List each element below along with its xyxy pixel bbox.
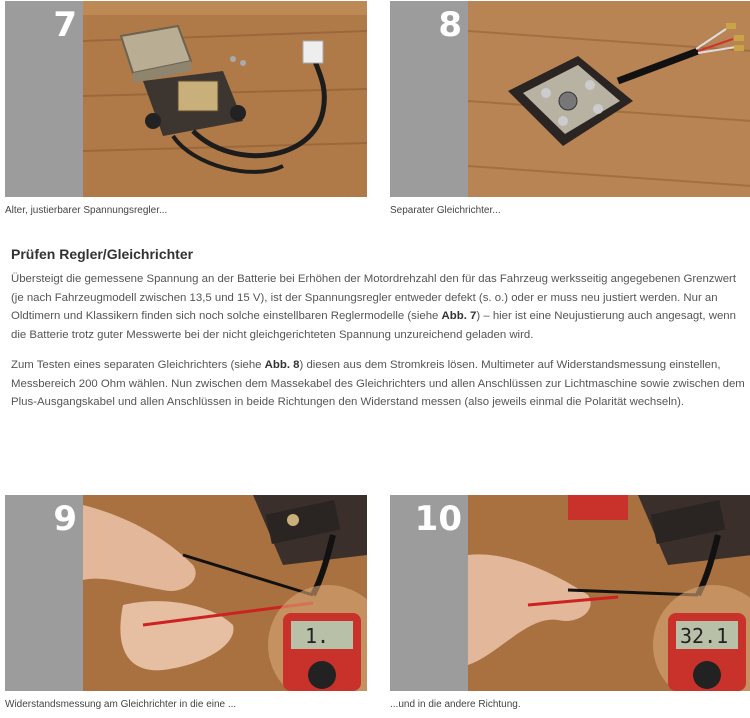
- article-title: Prüfen Regler/Gleichrichter: [11, 246, 194, 262]
- figure-number: 7: [53, 5, 77, 45]
- figure-7: [5, 1, 367, 217]
- figure-number-panel: [5, 495, 83, 691]
- figure-caption: ...und in die andere Richtung.: [390, 699, 521, 710]
- figure-number: 9: [53, 499, 77, 539]
- multimeter-display: 32.1: [680, 624, 729, 648]
- figure-number-panel: [390, 1, 468, 197]
- resistance-measurement-photo: [83, 495, 367, 691]
- figure-caption: Separater Gleichrichter...: [390, 205, 501, 216]
- figure-caption: Alter, justierbarer Spannungsregler...: [5, 205, 168, 216]
- old-voltage-regulator-photo: [83, 1, 367, 197]
- figure-number-panel: [390, 495, 468, 691]
- figure-reference: Abb. 8: [264, 359, 300, 371]
- figure-reference: Abb. 7: [441, 310, 477, 322]
- figure-number: 8: [438, 5, 462, 45]
- figure-10: [390, 495, 750, 711]
- article-paragraph-1: Übersteigt die gemessene Spannung an der Batterie bei Erhöhen der Motordrehzahl den für das Fahrzeug werksseitig angegebenen Grenzwert (je nach Fahrzeugmodell zwischen 13,5 und 15 V), ist der Spannungsregler entweder defekt (s. o.) oder er muss neu justiert werden. Nur an Oldtimern und Klassikern finden sich noch solche einstellbaren Reglermodelle (siehe Abb. 7) – hier ist eine Neujustierung auch angesagt, wenn die Batterie trotz guter Messwerte bei der nicht gleichgerichteten Spannung unzureichend geladen wird.: [11, 273, 737, 341]
- separate-rectifier-photo: [468, 1, 750, 197]
- article-paragraph-2: Zum Testen eines separaten Gleichrichters (siehe Abb. 8) diesen aus dem Stromkreis lösen. Multimeter auf Widerstandsmessung einstellen, Messbereich 200 Ohm wählen. Nun zwischen dem Massekabel des Gleichrichters und allen Anschlüssen zur Lichtmaschine sowie zwischen dem Plus-Ausgangskabel und allen Anschlüssen in beide Richtungen den Widerstand messen (also jeweils einmal die Polarität wechseln).: [11, 359, 745, 408]
- article: [11, 246, 747, 424]
- multimeter-display: 1.: [305, 624, 330, 648]
- figure-8: [390, 1, 750, 217]
- figure-9: [5, 495, 367, 711]
- figure-number-panel: [5, 1, 83, 197]
- figure-number: 10: [414, 499, 462, 539]
- figure-caption: Widerstandsmessung am Gleichrichter in die eine ...: [5, 699, 237, 710]
- resistance-measurement-reverse-photo: [468, 495, 750, 691]
